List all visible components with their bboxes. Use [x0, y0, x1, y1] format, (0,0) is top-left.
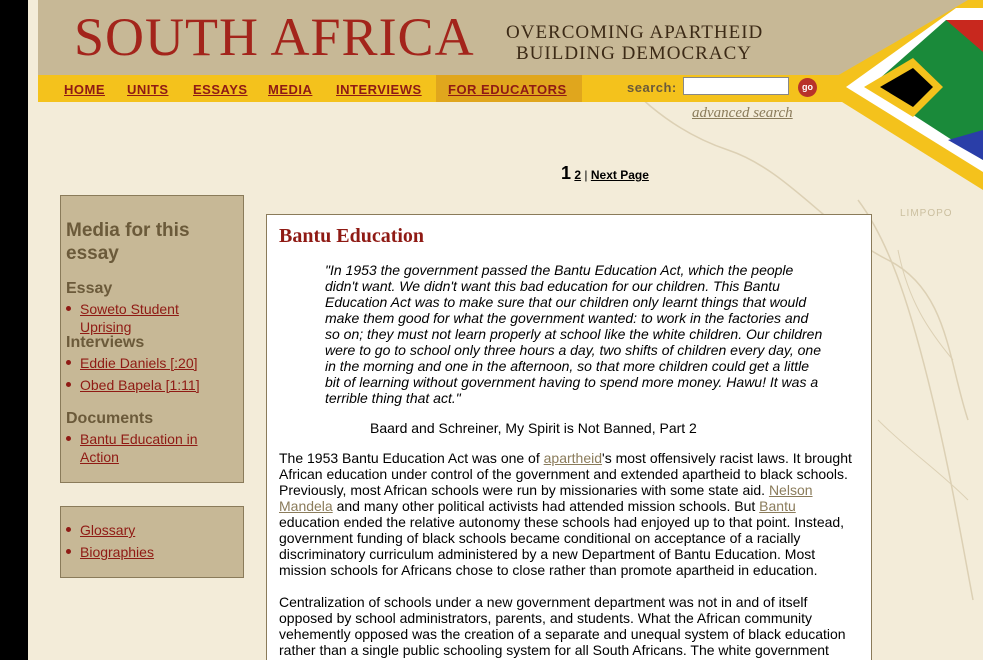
tagline-line-2: BUILDING DEMOCRACY — [516, 43, 752, 64]
bullet-icon — [66, 306, 71, 311]
sidebar-interviews-heading: Interviews — [66, 334, 145, 351]
tagline-line-1: OVERCOMING APARTHEID — [506, 22, 764, 43]
search-go-button[interactable]: go — [798, 78, 817, 97]
p1-text-b: 's most offensively racist laws. It brought African education under control of the government and extended apartheid to black schools. Previously, most African schools were run by missionaries with some state aid. — [279, 450, 852, 498]
pager-page-2[interactable]: 2 — [574, 168, 582, 182]
sidebar-resources-box — [60, 506, 244, 578]
link-obed-bapela[interactable]: Obed Bapela [1:11] — [80, 377, 200, 393]
essay-paragraph-2: Centralization of schools under a new government department was not in and of itself opposed by school administrators, parents, and students. What the African community vehemently opposed was the creation of a separate and unequal system of black education rather than a single public schooling system for all South Africans. The white government — [279, 594, 846, 658]
link-bantu[interactable]: Bantu — [759, 498, 796, 514]
essay-title: Bantu Education — [279, 225, 425, 247]
bullet-icon — [66, 527, 71, 532]
sidebar-media-box — [60, 195, 244, 483]
link-nelson-mandela[interactable]: Nelson Mandela — [279, 482, 813, 514]
sidebar-essay-heading: Essay — [66, 280, 113, 297]
essay-content — [266, 214, 872, 660]
search-label: search: — [627, 80, 677, 95]
site-title: SOUTH AFRICA — [74, 7, 475, 67]
link-apartheid[interactable]: apartheid — [543, 450, 603, 466]
sidebar-title: Media for this essay — [66, 220, 190, 264]
pager-separator: | — [584, 168, 588, 182]
link-biographies[interactable]: Biographies — [80, 544, 154, 560]
link-bantu-education-in-action[interactable]: Bantu Education in Action — [80, 431, 198, 465]
site-tagline — [506, 22, 763, 64]
link-glossary[interactable]: Glossary — [80, 522, 136, 538]
p1-text-a: The 1953 Bantu Education Act was one of — [279, 450, 544, 466]
bullet-icon — [66, 382, 71, 387]
advanced-search-link[interactable]: advanced search — [692, 105, 793, 121]
quote-citation: Baard and Schreiner, My Spirit is Not Banned, Part 2 — [370, 420, 697, 436]
link-eddie-daniels[interactable]: Eddie Daniels [:20] — [80, 355, 198, 371]
nav-units[interactable]: UNITS — [127, 82, 169, 97]
link-soweto-student-uprising[interactable]: Soweto Student Uprising — [80, 301, 179, 335]
bullet-icon — [66, 436, 71, 441]
pager-next-link[interactable]: Next Page — [590, 168, 649, 182]
essay-quote: "In 1953 the government passed the Bantu Education Act, which the people didn't want. We didn't want this bad education for our children. This Bantu Education Act was to make sure that our children only learnt things that would make them good for what the government wanted: to work in the factories and so on; they must not learn properly at school like the white children. Our children were to go to school only three hours a day, two shifts of children every day, one in the morning and one in the afternoon, so that more children could get a little bit of learning without government having to spend more money. Hawu! It was a terrible thing that act." — [325, 262, 823, 406]
pager-current: 1 — [561, 163, 572, 183]
sidebar-documents-heading: Documents — [66, 410, 154, 427]
pagination — [561, 163, 649, 184]
bullet-icon — [66, 549, 71, 554]
nav-home[interactable]: HOME — [64, 82, 105, 97]
nav-interviews[interactable]: INTERVIEWS — [336, 82, 422, 97]
nav-for-educators[interactable]: FOR EDUCATORS — [448, 82, 567, 97]
search-input[interactable] — [683, 77, 789, 95]
map-label-limpopo: LIMPOPO — [900, 208, 953, 219]
page — [28, 0, 983, 660]
essay-paragraph-1 — [279, 450, 859, 578]
south-africa-flag-icon — [818, 0, 983, 200]
nav-essays[interactable]: ESSAYS — [193, 82, 248, 97]
bullet-icon — [66, 360, 71, 365]
p1-text-d: education ended the relative autonomy these schools had enjoyed up to that point. Instead, government funding of black schools became conditional on acceptance of a racially discriminatory curriculum administered by a new Department of Bantu Education. Most mission schools for Africans chose to close rather than promote apartheid in education. — [279, 514, 845, 578]
p1-text-c: and many other political activists had attended mission schools. But — [332, 498, 760, 514]
nav-media[interactable]: MEDIA — [268, 82, 313, 97]
